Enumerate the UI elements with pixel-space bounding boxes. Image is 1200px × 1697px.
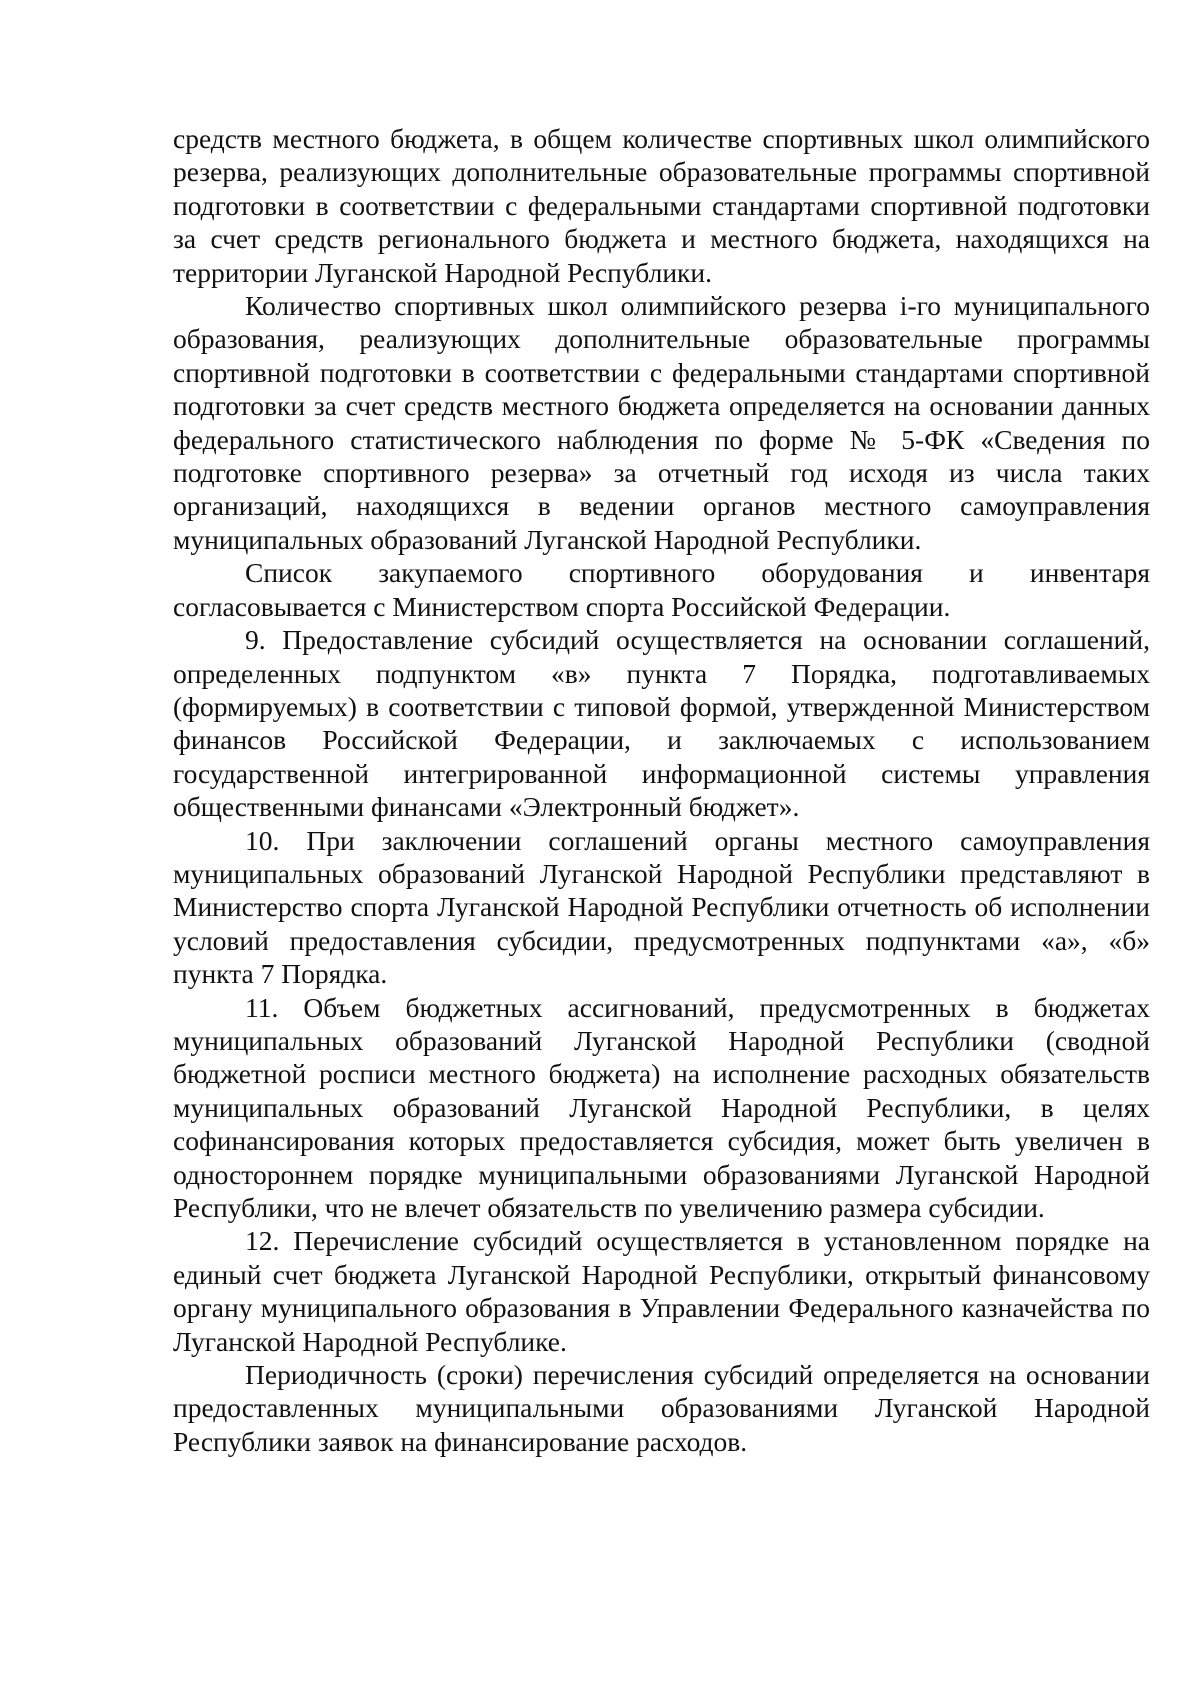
paragraph-equipment-list: Список закупаемого спортивного оборудования и инвентаря согласовывается с Министерством спорта Российской Федерации. bbox=[173, 557, 1150, 622]
paragraph-clause-11: 11. Объем бюджетных ассигнований, предусмотренных в бюджетах муниципальных образований Луганской Народной Республики (сводной бюджетной росписи местного бюджета) на исполнение расходных обязательств муниципальных образований Луганской Народной Республики, в целях софинансирования которых предоставляется субсидия, может быть увеличен в одностороннем порядке муниципальными образованиями Луганской Народной Республики, что не влечет обязательств по увеличению размера субсидии. bbox=[173, 991, 1150, 1223]
paragraph-school-count: Количество спортивных школ олимпийского резерва i-го муниципального образования, реализующих дополнительные образовательные программы спортивной подготовки в соответствии с федеральными стандартами спортивной подготовки за счет средств местного бюджета определяется на основании данных федерального статистического наблюдения по форме № 5-ФК «Сведения по подготовке спортивного резерва» за отчетный год исходя из числа таких организаций, находящихся в ведении органов местного самоуправления муниципальных образований Луганской Народной Республики. bbox=[173, 290, 1150, 555]
paragraph-clause-12: 12. Перечисление субсидий осуществляется в установленном порядке на единый счет бюджета Луганской Народной Республики, открытый финансовому органу муниципального образования в Управлении Федерального казначейства по Луганской Народной Республике. bbox=[173, 1225, 1150, 1357]
paragraph-periodicity: Периодичность (сроки) перечисления субсидий определяется на основании предоставленных муниципальными образованиями Луганской Народной Республики заявок на финансирование расходов. bbox=[173, 1359, 1150, 1457]
document-page bbox=[173, 122, 1150, 1458]
paragraph-clause-10: 10. При заключении соглашений органы местного самоуправления муниципальных образований Луганской Народной Республики представляют в Министерство спорта Луганской Народной Республики отчетность об исполнении условий предоставления субсидии, предусмотренных подпунктами «а», «б» пункта 7 Порядка. bbox=[173, 824, 1150, 990]
paragraph-clause-9: 9. Предоставление субсидий осуществляется на основании соглашений, определенных подпунктом «в» пункта 7 Порядка, подготавливаемых (формируемых) в соответствии с типовой формой, утвержденной Министерством финансов Российской Федерации, и заключаемых с использованием государственной интегрированной информационной системы управления общественными финансами «Электронный бюджет». bbox=[173, 624, 1150, 823]
paragraph-continuation: средств местного бюджета, в общем количестве спортивных школ олимпийского резерва, реализующих дополнительные образовательные программы спортивной подготовки в соответствии с федеральными стандартами спортивной подготовки за счет средств регионального бюджета и местного бюджета, находящихся на территории Луганской Народной Республики. bbox=[173, 123, 1150, 288]
